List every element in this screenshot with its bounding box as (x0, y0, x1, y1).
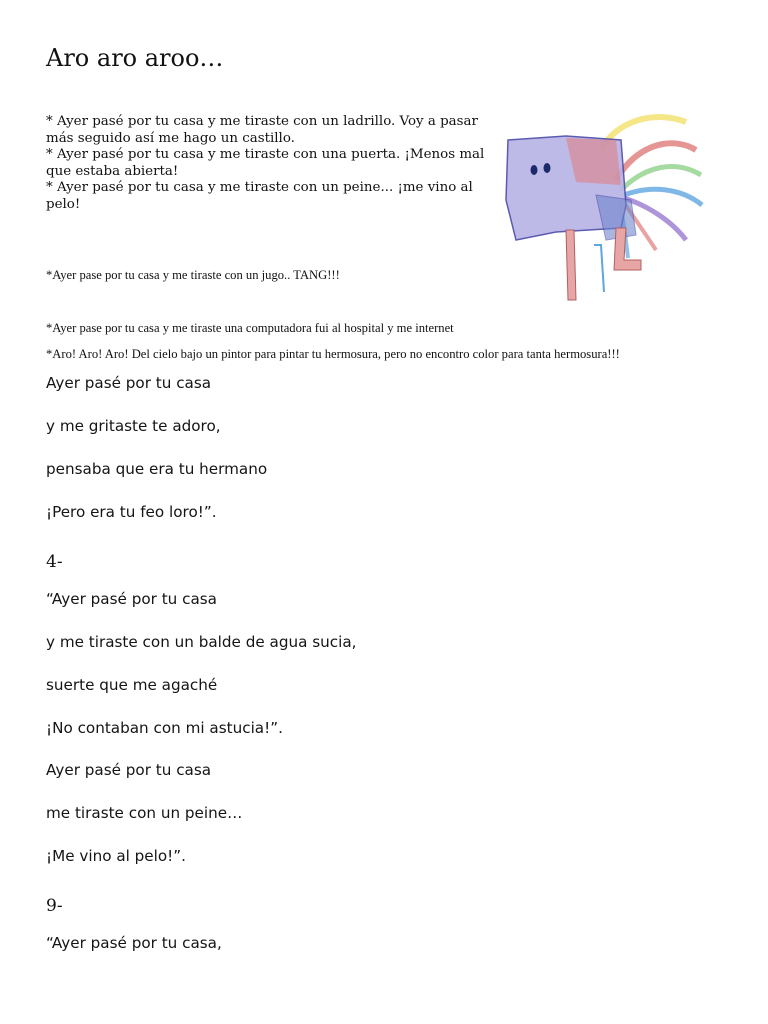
verse-line: “Ayer pasé por tu casa, (46, 934, 222, 952)
verse-line: ¡Pero era tu feo loro!”. (46, 503, 217, 521)
verse-line: “Ayer pasé por tu casa (46, 590, 217, 608)
joke-computadora: *Ayer pase por tu casa y me tiraste una computadora fui al hospital y me internet (46, 321, 454, 335)
top-jokes (46, 114, 486, 213)
verse-line: y me tiraste con un balde de agua sucia, (46, 633, 357, 651)
page-title: Aro aro aroo… (46, 44, 224, 72)
verse-line: ¡No contaban con mi astucia!”. (46, 719, 283, 737)
joke-tang: *Ayer pase por tu casa y me tiraste con un jugo.. TANG!!! (46, 268, 340, 282)
verse-line: Ayer pasé por tu casa (46, 761, 212, 779)
section-number-9: 9- (46, 896, 63, 916)
verse-line: y me gritaste te adoro, (46, 417, 221, 435)
joke-puerta: * Ayer pasé por tu casa y me tiraste con una puerta. ¡Menos mal que estaba abierta! (46, 147, 485, 179)
verse-line: Ayer pasé por tu casa (46, 374, 212, 392)
verse-line: suerte que me agaché (46, 676, 218, 694)
joke-ladrillo: * Ayer pasé por tu casa y me tiraste con un ladrillo. Voy a pasar más seguido así me hago un castillo. (46, 114, 478, 146)
joke-pintor: *Aro! Aro! Aro! Del cielo bajo un pintor para pintar tu hermosura, pero no encontro color para tanta hermosura!!! (46, 347, 620, 361)
child-drawing-rooster-icon (496, 110, 720, 306)
verse-line: ¡Me vino al pelo!”. (46, 847, 186, 865)
joke-peine: * Ayer pasé por tu casa y me tiraste con un peine... ¡me vino al pelo! (46, 180, 473, 212)
verse-line: pensaba que era tu hermano (46, 460, 268, 478)
section-number-4: 4- (46, 552, 63, 572)
verse-line: me tiraste con un peine… (46, 804, 243, 822)
